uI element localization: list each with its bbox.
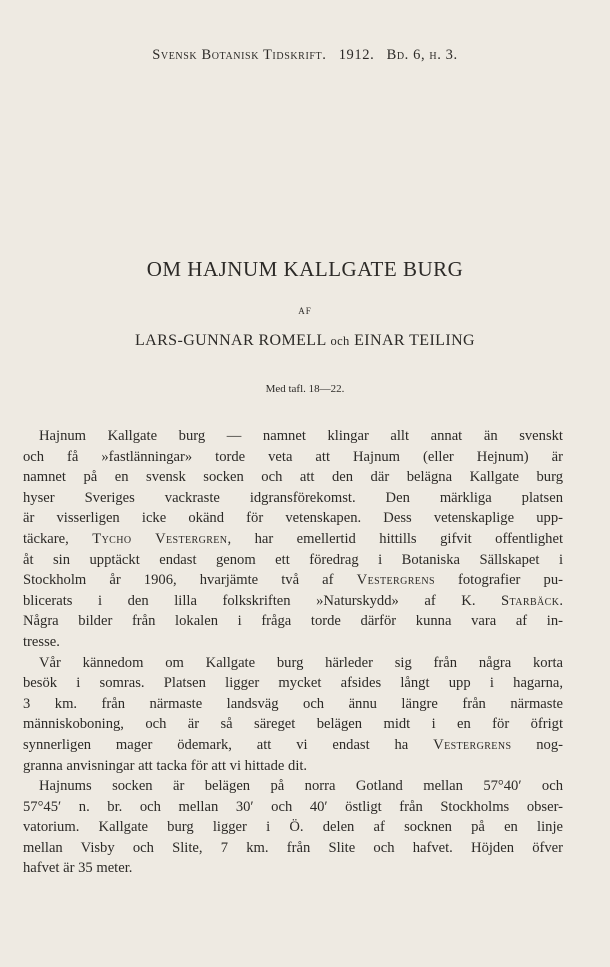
person-name: Vestergrens <box>433 736 512 753</box>
text-line: granna anvisningar att tacka för att vi hittade dit. <box>23 757 308 774</box>
journal-volume: Bd. 6, h. 3. <box>386 47 458 63</box>
text-line: 57°45′ n. br. och mellan 30′ och 40′ östligt från Stockholms obser- <box>23 798 563 815</box>
text-line: Vår kännedom om Kallgate burg härleder sig från några korta <box>39 654 563 671</box>
running-head <box>0 47 610 64</box>
person-name: Vestergrens <box>356 572 435 589</box>
text-line: Hajnums socken är belägen på norra Gotland mellan 57°40′ och <box>39 778 563 795</box>
person-name: Tycho Vestergren <box>92 530 228 547</box>
authors <box>0 332 610 350</box>
text-line: Hajnum Kallgate burg — namnet klingar allt annat än svenskt <box>39 428 563 444</box>
text-line: hyser Sveriges vackraste idgransförekomst. Den märkliga platsen <box>23 489 563 506</box>
text-line: är visserligen icke okänd för vetenskapen. Dess vetenskaplige upp- <box>23 510 563 527</box>
text-segment: nog- <box>511 736 563 753</box>
text-segment: synnerligen mager ödemark, att vi endast ha <box>23 736 434 753</box>
text-line: besök i somras. Platsen ligger mycket afsides långt upp i hagarna, <box>23 675 563 692</box>
author-2: EINAR TEILING <box>354 332 475 349</box>
text-line <box>23 735 563 756</box>
author-1: LARS-GUNNAR ROMELL <box>134 332 327 349</box>
text-line: och få »fastlänningar» torde veta att Hajnum (eller Hejnum) är <box>23 448 563 465</box>
text-line: Några bilder från lokalen i fråga torde därför kunna vara af in- <box>23 613 563 630</box>
author-conjunction: och <box>330 334 350 348</box>
text-line: namnet på en svensk socken och att den där belägna Kallgate burg <box>23 469 563 486</box>
text-segment: fotografier pu- <box>434 572 563 589</box>
text-line <box>23 529 563 550</box>
text-line: 3 km. från närmaste landsväg och ännu längre från närmaste <box>23 695 563 712</box>
journal-name: Svensk Botanisk Tidskrift. <box>152 47 327 63</box>
text-line: hafvet är 35 meter. <box>23 860 133 877</box>
text-segment: Stockholm år 1906, hvarjämte två af <box>23 572 357 589</box>
text-segment: , har emellertid hittills gifvit offentlighet <box>227 530 563 547</box>
text-segment: blicerats i den lilla folkskriften »Naturskydd» af K. <box>23 592 502 609</box>
text-segment: . <box>559 592 563 609</box>
text-segment: täckare, <box>23 530 93 547</box>
person-name: Starbäck <box>501 592 560 609</box>
text-line: mellan Visby och Slite, 7 km. från Slite och hafvet. Höjden öfver <box>23 839 563 856</box>
text-line: tresse. <box>23 633 60 650</box>
text-line: vatorium. Kallgate burg ligger i Ö. delen af socknen på en linje <box>23 819 563 836</box>
byline-af: AF <box>298 306 312 316</box>
text-line: människoboning, och är så säreget belägen midt i en för öfrigt <box>23 716 563 733</box>
text-line <box>23 591 563 612</box>
text-line <box>23 570 563 591</box>
article-title: OM HAJNUM KALLGATE BURG <box>146 257 464 281</box>
plates-note: Med tafl. 18—22. <box>265 383 345 395</box>
journal-year: 1912. <box>338 47 375 63</box>
body-text <box>23 426 563 879</box>
text-line: åt sin upptäckt endast genom ett föredrag i Botaniska Sällskapet i <box>23 551 563 568</box>
